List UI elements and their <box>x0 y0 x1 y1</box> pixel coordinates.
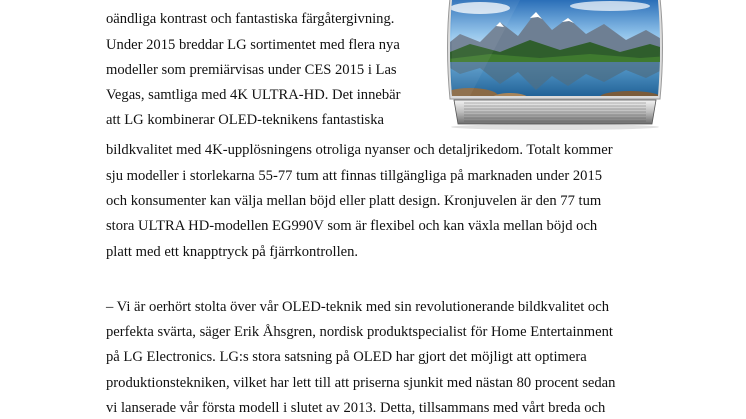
text-line: oändliga kontrast och fantastiska färgåtergivning. <box>106 11 395 27</box>
text-line: på LG Electronics. LG:s stora satsning på OLED har gjort det möjligt att optimera <box>106 349 587 365</box>
text-line: att LG kombinerar OLED-teknikens fantastiska <box>106 112 385 128</box>
text-line: produktionstekniken, vilket har lett till att priserna sjunkit med nästan 80 procent sedan <box>106 375 616 391</box>
text-line: och konsumenter kan välja mellan böjd eller platt design. Kronjuvelen är den 77 tum <box>106 193 602 209</box>
text-line: sju modeller i storlekarna 55-77 tum att finnas tillgängliga på marknaden under 2015 <box>106 168 603 184</box>
text-line: bildkvalitet med 4K-upplösningens otroliga nyanser och detaljrikedom. Totalt kommer <box>106 142 613 158</box>
text-line: modeller som premiärvisas under CES 2015 i Las <box>106 62 397 78</box>
text-line: stora ULTRA HD-modellen EG990V som är flexibel och kan växla mellan böjd och <box>106 218 598 234</box>
text-line: perfekta svärta, säger Erik Åhsgren, nordisk produktspecialist för Home Entertainment <box>106 324 613 340</box>
tv-product-image <box>440 0 670 132</box>
text-line: vi lanserade vår första modell i slutet av 2013. Detta, tillsammans med vårt breda och <box>106 400 606 416</box>
text-line: – Vi är oerhört stolta över vår OLED-teknik med sin revolutionerande bildkvalitet och <box>106 299 610 315</box>
text-line: Vegas, samtliga med 4K ULTRA-HD. Det innebär <box>106 87 401 103</box>
text-line: Under 2015 breddar LG sortimentet med flera nya <box>106 37 400 53</box>
tv-screen <box>440 0 670 104</box>
text-line: platt med ett knapptryck på fjärrkontrollen. <box>106 244 359 260</box>
